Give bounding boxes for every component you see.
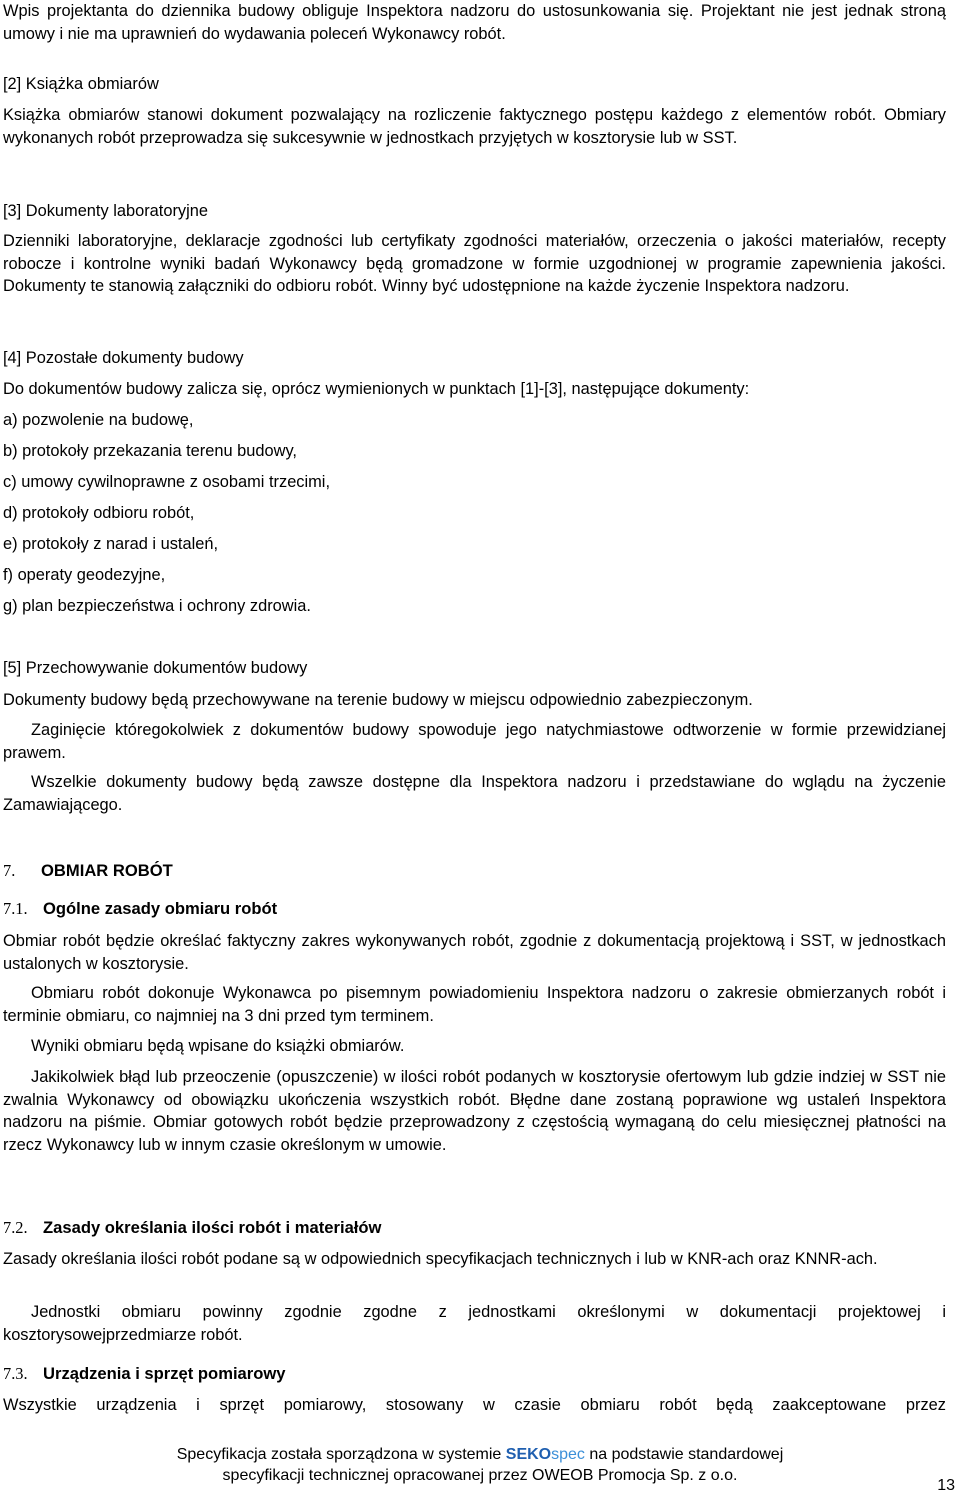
- paragraph-7-1-b: Obmiaru robót dokonuje Wykonawca po pisemnym powiadomieniu Inspektora nadzoru o zakresie obmierzanych robót i terminie obmiaru, co najmniej na 3 dni przed tym terminem.: [3, 984, 946, 1025]
- paragraph-2: Książka obmiarów stanowi dokument pozwalający na rozliczenie faktycznego postępu każdego z elementów robót. Obmiary wykonanych robót przeprowadza się sukcesywnie w jednostkach przyjętych w kosztorysie lub w SST.: [3, 106, 946, 147]
- list-item: f) operaty geodezyjne,: [3, 566, 166, 584]
- footer-text-after: na podstawie standardowej: [584, 1446, 784, 1463]
- section-heading-7-3: [3, 1363, 286, 1385]
- paragraph-5c: Wszelkie dokumenty budowy będą zawsze dostępne dla Inspektora nadzoru i przedstawiane do wglądu na życzenie Zamawiającego.: [3, 773, 946, 814]
- brand-logo-spec: spec: [551, 1446, 585, 1463]
- section-number: 7.: [3, 861, 16, 880]
- paragraph-7-2-a: Zasady określania ilości robót podane są w odpowiednich specyfikacjach technicznych i lub w KNR-ach oraz KNNR-ach.: [3, 1250, 878, 1268]
- paragraph-4: Do dokumentów budowy zalicza się, oprócz wymienionych w punktach [1]-[3], następujące dokumenty:: [3, 380, 750, 398]
- section-number: 7.3.: [3, 1364, 28, 1383]
- paragraph-7-1-a: Obmiar robót będzie określać faktyczny zakres wykonywanych robót, zgodnie z dokumentacją projektową i SST, w jednostkach ustalonych w kosztorysie.: [3, 932, 946, 973]
- subsection-heading-2: [2] Książka obmiarów: [3, 75, 159, 93]
- section-heading-7-1: [3, 898, 277, 920]
- section-number: 7.2.: [3, 1218, 28, 1237]
- list-item: e) protokoły z narad i ustaleń,: [3, 535, 219, 553]
- subsection-heading-4: [4] Pozostałe dokumenty budowy: [3, 349, 244, 367]
- footer-line-2: specyfikacji technicznej opracowanej przez OWEOB Promocja Sp. z o.o.: [222, 1467, 738, 1484]
- subsection-heading-5: [5] Przechowywanie dokumentów budowy: [3, 659, 308, 677]
- paragraph-3: Dzienniki laboratoryjne, deklaracje zgodności lub certyfikaty zgodności materiałów, orzeczenia o jakości materiałów, recepty robocze i kontrolne wyniki badań Wykonawcy będą gromadzone w formie uzgodnionej w programie zapewnienia jakości. Dokumenty te stanowią załączniki do odbioru robót. Winny być udostępnione na każde życzenie Inspektora nadzoru.: [3, 232, 946, 295]
- list-item: c) umowy cywilnoprawne z osobami trzecimi,: [3, 473, 330, 491]
- section-heading-7-2: [3, 1217, 381, 1239]
- section-number: 7.1.: [3, 899, 28, 918]
- page-footer: [0, 1444, 960, 1486]
- paragraph-7-1-d: Jakikolwiek błąd lub przeoczenie (opuszczenie) w ilości robót podanych w kosztorysie ofertowym lub gdzie indziej w SST nie zwalnia Wykonawcy od obowiązku ukończenia wszystkich robót. Błędne dane zostaną poprawione wg ustaleń Inspektora nadzoru na piśmie. Obmiar gotowych robót będzie przeprowadzony z częstością wymaganą do celu miesięcznej płatności na rzecz Wykonawcy lub w innym czasie określonym w umowie.: [3, 1068, 946, 1154]
- section-heading-7: [3, 858, 173, 882]
- page-number: 13: [937, 1477, 955, 1494]
- section-title: OBMIAR ROBÓT: [41, 861, 173, 880]
- list-item: g) plan bezpieczeństwa i ochrony zdrowia.: [3, 597, 311, 615]
- list-item: d) protokoły odbioru robót,: [3, 504, 195, 522]
- section-title: Ogólne zasady obmiaru robót: [43, 899, 278, 918]
- section-title: Zasady określania ilości robót i materiałów: [43, 1218, 382, 1237]
- footer-text-before: Specyfikacja została sporządzona w systemie: [176, 1446, 506, 1463]
- intro-paragraph: Wpis projektanta do dziennika budowy obliguje Inspektora nadzoru do ustosunkowania się. Projektant nie jest jednak stroną umowy i nie ma uprawnień do wydawania poleceń Wykonawcy robót.: [3, 2, 946, 43]
- subsection-heading-3: [3] Dokumenty laboratoryjne: [3, 202, 208, 220]
- paragraph-5a: Dokumenty budowy będą przechowywane na terenie budowy w miejscu odpowiednio zabezpieczonym.: [3, 691, 753, 709]
- brand-logo-seko: SEKO: [505, 1446, 552, 1463]
- list-item: a) pozwolenie na budowę,: [3, 411, 194, 429]
- paragraph-7-1-c: Wyniki obmiaru będą wpisane do książki obmiarów.: [31, 1037, 405, 1055]
- paragraph-7-2-b: Jednostki obmiaru powinny zgodnie zgodne z jednostkami określonymi w dokumentacji projektowej i kosztorysowejprzedmiarze robót.: [3, 1303, 946, 1344]
- paragraph-5b: Zaginięcie któregokolwiek z dokumentów budowy spowoduje jego natychmiastowe odtworzenie w formie przewidzianej prawem.: [3, 721, 946, 762]
- list-item: b) protokoły przekazania terenu budowy,: [3, 442, 297, 460]
- paragraph-7-3-a: Wszystkie urządzenia i sprzęt pomiarowy, stosowany w czasie obmiaru robót będą zaakceptowane przez: [3, 1396, 946, 1414]
- footer-line-1: [0, 1444, 960, 1465]
- section-title: Urządzenia i sprzęt pomiarowy: [43, 1364, 286, 1383]
